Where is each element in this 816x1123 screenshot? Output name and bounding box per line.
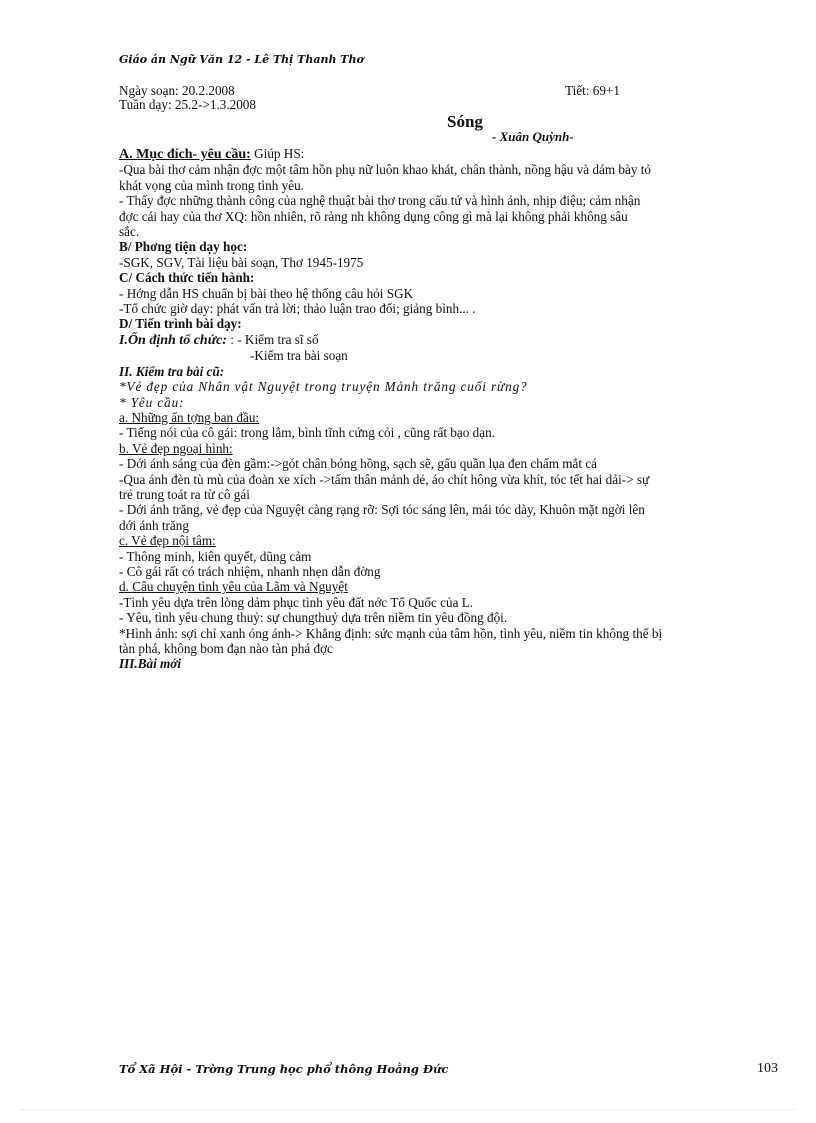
tiet: Tiết: 69+1 xyxy=(565,83,620,98)
page-bottom-divider xyxy=(20,1109,796,1110)
subsection-b-line: -Qua ánh đèn tù mù của đoàn xe xích ->tấm thân mảnh dẻ, áo chít hông vừa khít, tóc tết hai dải-> sự xyxy=(119,471,650,487)
subsection-b-heading: b. Vẻ đẹp ngoại hình: xyxy=(119,440,233,456)
bai-moi-heading: III.Bài mới xyxy=(119,656,182,672)
subsection-d-line: - Yêu, tình yêu chung thuỷ: sự chungthuỷ dựa trên niềm tin yêu đồng đội. xyxy=(119,610,508,626)
subsection-a-line: - Tiếng nói của cô gái: trong lẳm, bình tĩnh cứng cỏi , cũng rất bạo dạn. xyxy=(119,425,495,441)
document-header: Giáo án Ngữ Văn 12 - Lê Thị Thanh Thơ xyxy=(119,53,364,66)
section-a-line: đợc cái hay của thơ XQ: hồn nhiên, rõ ràng nh không dụng công gì mà lại không phải không sâu xyxy=(119,208,628,224)
tuan-day: Tuần dạy: 25.2->1.3.2008 xyxy=(119,97,256,112)
subsection-b-line: trẻ trung toát ra từ cô gái xyxy=(119,486,250,502)
subsection-b-line: - Dới ánh sáng của đèn gầm:->gót chân bóng hồng, sạch sẽ, gấu quần lụa đen chấm mắt cá xyxy=(119,456,598,472)
poem-author: - Xuân Quỳnh- xyxy=(492,129,574,144)
kiem-tra-heading: II. Kiểm tra bài cũ: xyxy=(119,363,225,379)
section-c-line: -Tổ chức giờ dạy: phát vấn trả lời; thảo luận trao đổi; giảng bình... . xyxy=(119,301,476,317)
subsection-b-line: dới ánh trăng xyxy=(119,517,189,533)
subsection-c-line: - Thông minh, kiên quyết, dũng cảm xyxy=(119,548,312,564)
review-question: *Vẻ đẹp của Nhân vật Nguyệt trong truyện Mảnh trăng cuối rừng? xyxy=(119,379,528,395)
section-b-heading: B/ Phơng tiện dạy học: xyxy=(119,239,248,255)
lesson-body xyxy=(119,146,779,672)
subsection-d-heading: d. Câu chuyện tình yêu của Lãm và Nguyệt xyxy=(119,579,348,595)
footer-school: Tổ Xã Hội - Trờng Trung học phổ thông Hoằng Đức xyxy=(119,1062,449,1076)
ngay-soan: Ngày soạn: 20.2.2008 xyxy=(119,83,235,98)
on-dinh-text: : - Kiểm tra sĩ số xyxy=(226,331,319,347)
section-d-heading: D/ Tiến trình bài dạy: xyxy=(119,316,242,332)
yeu-cau-label: * Yêu cầu: xyxy=(119,394,185,410)
subsection-d-line: tàn phá, không bom đạn nào tàn phá đợc xyxy=(119,641,333,656)
subsection-a-heading: a. Những ấn tợng ban đầu: xyxy=(119,409,260,425)
subsection-d-line: *Hình ảnh: sợi chỉ xanh óng ánh-> Khẳng định: sức mạnh của tâm hồn, tình yêu, niềm tin không thể bị xyxy=(119,625,663,641)
section-c-line: - Hớng dẫn HS chuẩn bị bài theo hệ thống câu hỏi SGK xyxy=(119,285,414,301)
subsection-c-line: - Cô gái rất có trách nhiệm, nhanh nhẹn dẫn đờng xyxy=(119,563,381,579)
section-c-heading: C/ Cách thức tiến hành: xyxy=(119,270,255,286)
on-dinh-heading: I.Ổn định tổ chức: xyxy=(119,332,227,348)
section-a-intro: Giúp HS: xyxy=(250,146,305,161)
page-number: 103 xyxy=(757,1061,778,1076)
section-a-line: khát vọng của mình trong tình yêu. xyxy=(119,177,304,193)
section-a-line: - Thấy đợc những thành công của nghệ thuật bài thơ trong cấu tứ và hình ảnh, nhịp điệu; cảm nhận xyxy=(119,193,641,209)
poem-title: Sóng xyxy=(447,112,483,131)
subsection-c-heading: c. Vẻ đẹp nội tâm: xyxy=(119,533,216,549)
section-a-heading: A. Mục đích- yêu cầu: xyxy=(119,147,251,162)
section-a-line: -Qua bài thơ cảm nhận đợc một tâm hồn phụ nữ luôn khao khát, chân thành, nồng hậu và dám bày tỏ xyxy=(119,162,651,178)
section-b-line: -SGK, SGV, Tài liệu bài soạn, Thơ 1945-1975 xyxy=(119,254,364,270)
section-a-line: sắc. xyxy=(119,224,140,240)
subsection-b-line: - Dới ánh trăng, vẻ đẹp của Nguyệt càng rạng rỡ: Sợi tóc sáng lên, mái tóc dày, Khuôn mặt ngời lên xyxy=(119,502,645,518)
on-dinh-line2: -Kiểm tra bài soạn xyxy=(250,348,348,364)
subsection-d-line: -Tình yêu dựa trên lòng dảm phục tình yêu đất nớc Tổ Quốc của L. xyxy=(119,594,474,610)
